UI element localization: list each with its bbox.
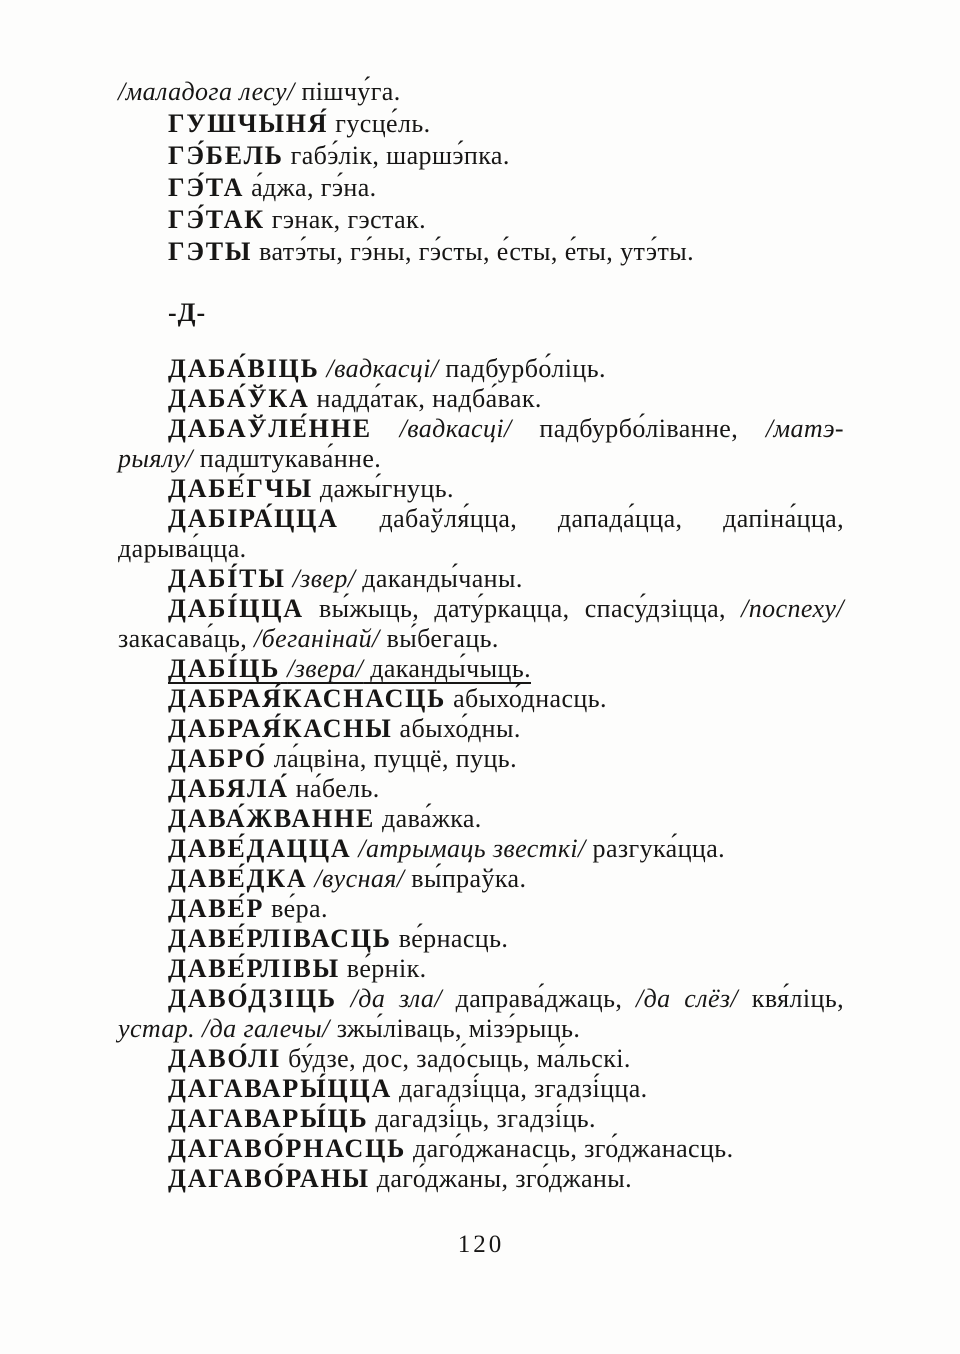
headword: ДАБА́ЎКА [168, 384, 310, 413]
gloss: квя́ліць, [738, 984, 844, 1013]
gloss: вы́жыць, дату́ркацца, спасу́дзіцца, [303, 594, 742, 623]
gloss [337, 984, 351, 1013]
headword: ДАБРАЯ́КАСНАСЦЬ [168, 684, 447, 713]
gloss: даго́джанасць, зго́джанасць. [406, 1134, 734, 1163]
gloss: дагадзі́цца, згадзі́цца. [392, 1074, 648, 1103]
headword: ДАВЕ́РЛІВАСЦЬ [168, 924, 392, 953]
headword: ДАВА́ЖВАННЕ [168, 804, 376, 833]
usage-context: /да слёз/ [635, 984, 739, 1013]
section-letter-header: -Д- [168, 298, 207, 327]
gloss: даканды́чыць. [363, 654, 531, 683]
entries-d-section [118, 354, 844, 1194]
gloss: абыхо́дны. [392, 714, 521, 743]
usage-context: /звера/ [287, 654, 364, 683]
gloss: дава́жка. [375, 804, 482, 833]
usage-context: /поспеху/ [741, 594, 844, 623]
gloss: даго́джаны, зго́джаны. [369, 1164, 633, 1193]
headword: ДАБРАЯ́КАСНЫ [168, 714, 393, 743]
dictionary-line [118, 534, 844, 564]
dictionary-line [118, 594, 844, 624]
entries-g-section [118, 76, 844, 268]
usage-context: /атрымаць звесткі/ [358, 834, 586, 863]
usage-context: /беганінай/ [254, 624, 380, 653]
gloss: зжы́ліваць, мізэ́рыць. [329, 1014, 581, 1043]
dictionary-line [118, 204, 844, 236]
headword: ДАБАЎЛЕ́ННЕ [168, 414, 372, 443]
gloss: падбурбо́ліванне, [511, 414, 766, 443]
dictionary-line [118, 804, 844, 834]
dictionary-line [118, 444, 844, 474]
headword: ДАВЕ́ДАЦЦА [168, 834, 352, 863]
dictionary-line [118, 924, 844, 954]
gloss: вы́бегаць. [379, 624, 499, 653]
gloss: разгука́цца. [585, 834, 726, 863]
gloss: дагадзі́ць, згадзі́ць. [368, 1104, 596, 1133]
dictionary-line [118, 1104, 844, 1134]
gloss: на́бель. [288, 774, 380, 803]
headword: ГЭ́ТАК [168, 205, 265, 234]
dictionary-line [118, 384, 844, 414]
gloss: даправа́джаць, [441, 984, 636, 1013]
dictionary-line [118, 684, 844, 714]
dictionary-line [118, 864, 844, 894]
headword: ДАБІ́ЦЬ [168, 654, 281, 683]
dictionary-line [118, 834, 844, 864]
gloss: падбурбо́ліць. [438, 354, 606, 383]
dictionary-line [118, 354, 844, 384]
headword: ДАГАВАРЫ́ЦЦА [168, 1074, 393, 1103]
usage-context: /матэ- [765, 414, 844, 443]
dictionary-line [118, 236, 844, 268]
text-column [118, 76, 844, 1260]
dictionary-line [118, 1044, 844, 1074]
headword: ГЭ́БЕЛЬ [168, 141, 284, 170]
headword: ДАВО́ДЗІЦЬ [168, 984, 337, 1013]
dictionary-line [118, 894, 844, 924]
dictionary-line [118, 774, 844, 804]
gloss: габэ́лік, шаршэ́пка. [283, 141, 510, 170]
headword: ДАБРО́ [168, 744, 267, 773]
usage-context: /да зла/ [350, 984, 442, 1013]
headword: ДАБІ́ЦЦА [168, 594, 304, 623]
dictionary-line [118, 984, 844, 1014]
gloss: ве́рнік. [339, 954, 427, 983]
headword: ДАВЕ́ДКА [168, 864, 308, 893]
dictionary-line [118, 172, 844, 204]
gloss: ватэ́ты, гэ́ны, гэ́сты, е́сты, е́ты, утэ́ты. [252, 237, 694, 266]
dictionary-line [118, 504, 844, 534]
gloss: дарыва́цца. [118, 534, 247, 563]
headword: ДАГАВО́РАНЫ [168, 1164, 370, 1193]
gloss: дажы́гнуць. [312, 474, 454, 503]
dictionary-line [118, 474, 844, 504]
dictionary-line [118, 1014, 844, 1044]
headword: ДАБЕ́ГЧЫ [168, 474, 313, 503]
dictionary-line [118, 624, 844, 654]
dictionary-line [118, 654, 844, 684]
gloss: дабаўля́цца, дапада́цца, дапіна́цца, [338, 504, 844, 533]
gloss: гэнак, гэстак. [264, 205, 426, 234]
headword: ДАГАВО́РНАСЦЬ [168, 1134, 407, 1163]
gloss: закасава́ць, [118, 624, 255, 653]
dictionary-line [118, 108, 844, 140]
gloss: ла́цвіна, пуццё, пуць. [266, 744, 517, 773]
gloss: падштукава́нне. [192, 444, 382, 473]
gloss: надда́так, надба́вак. [309, 384, 542, 413]
gloss: ве́ра. [264, 894, 328, 923]
gloss: а́джа, гэ́на. [244, 173, 377, 202]
usage-context: /звер/ [292, 564, 356, 593]
headword: ДАВЕ́Р [168, 894, 265, 923]
headword: ГЭТЫ [168, 237, 253, 266]
page-number: 120 [457, 1231, 505, 1258]
headword: ДАВО́ЛІ [168, 1044, 282, 1073]
gloss: бу́дзе, дос, задо́сыць, ма́льскі. [281, 1044, 631, 1073]
dictionary-line [118, 76, 844, 108]
usage-context: рыялу/ [118, 444, 193, 473]
gloss: вы́праўка. [404, 864, 527, 893]
gloss [286, 564, 293, 593]
gloss: абыхо́днасць. [446, 684, 607, 713]
dictionary-line [118, 564, 844, 594]
gloss: пішчу́га. [294, 77, 401, 106]
headword: ДАВЕ́РЛІВЫ [168, 954, 340, 983]
headword: ДАБІРА́ЦЦА [168, 504, 339, 533]
headword: ГЭ́ТА [168, 173, 245, 202]
headword: ДАБІ́ТЫ [168, 564, 286, 593]
usage-context: /вадкасці/ [399, 414, 512, 443]
headword: ДАБЯЛА́ [168, 774, 289, 803]
headword: ДАБА́ВІЦЬ [168, 354, 320, 383]
headword: ДАГАВАРЫ́ЦЬ [168, 1104, 369, 1133]
dictionary-line [118, 714, 844, 744]
usage-context: /вусная/ [314, 864, 405, 893]
dictionary-line [118, 744, 844, 774]
usage-context: /маладога лесу/ [118, 77, 295, 106]
dictionary-line [118, 1134, 844, 1164]
dictionary-line [118, 140, 844, 172]
usage-context: /вадкасці/ [326, 354, 439, 383]
dictionary-line [118, 954, 844, 984]
headword: ГУШЧЫНЯ́ [168, 109, 329, 138]
usage-context: устар. /да галечы/ [118, 1014, 330, 1043]
gloss: даканды́чаны. [355, 564, 523, 593]
gloss [372, 414, 400, 443]
dictionary-line [118, 414, 844, 444]
gloss: ве́рнасць. [391, 924, 509, 953]
dictionary-line [118, 1164, 844, 1194]
gloss: гусце́ль. [328, 109, 431, 138]
dictionary-line [118, 1074, 844, 1104]
